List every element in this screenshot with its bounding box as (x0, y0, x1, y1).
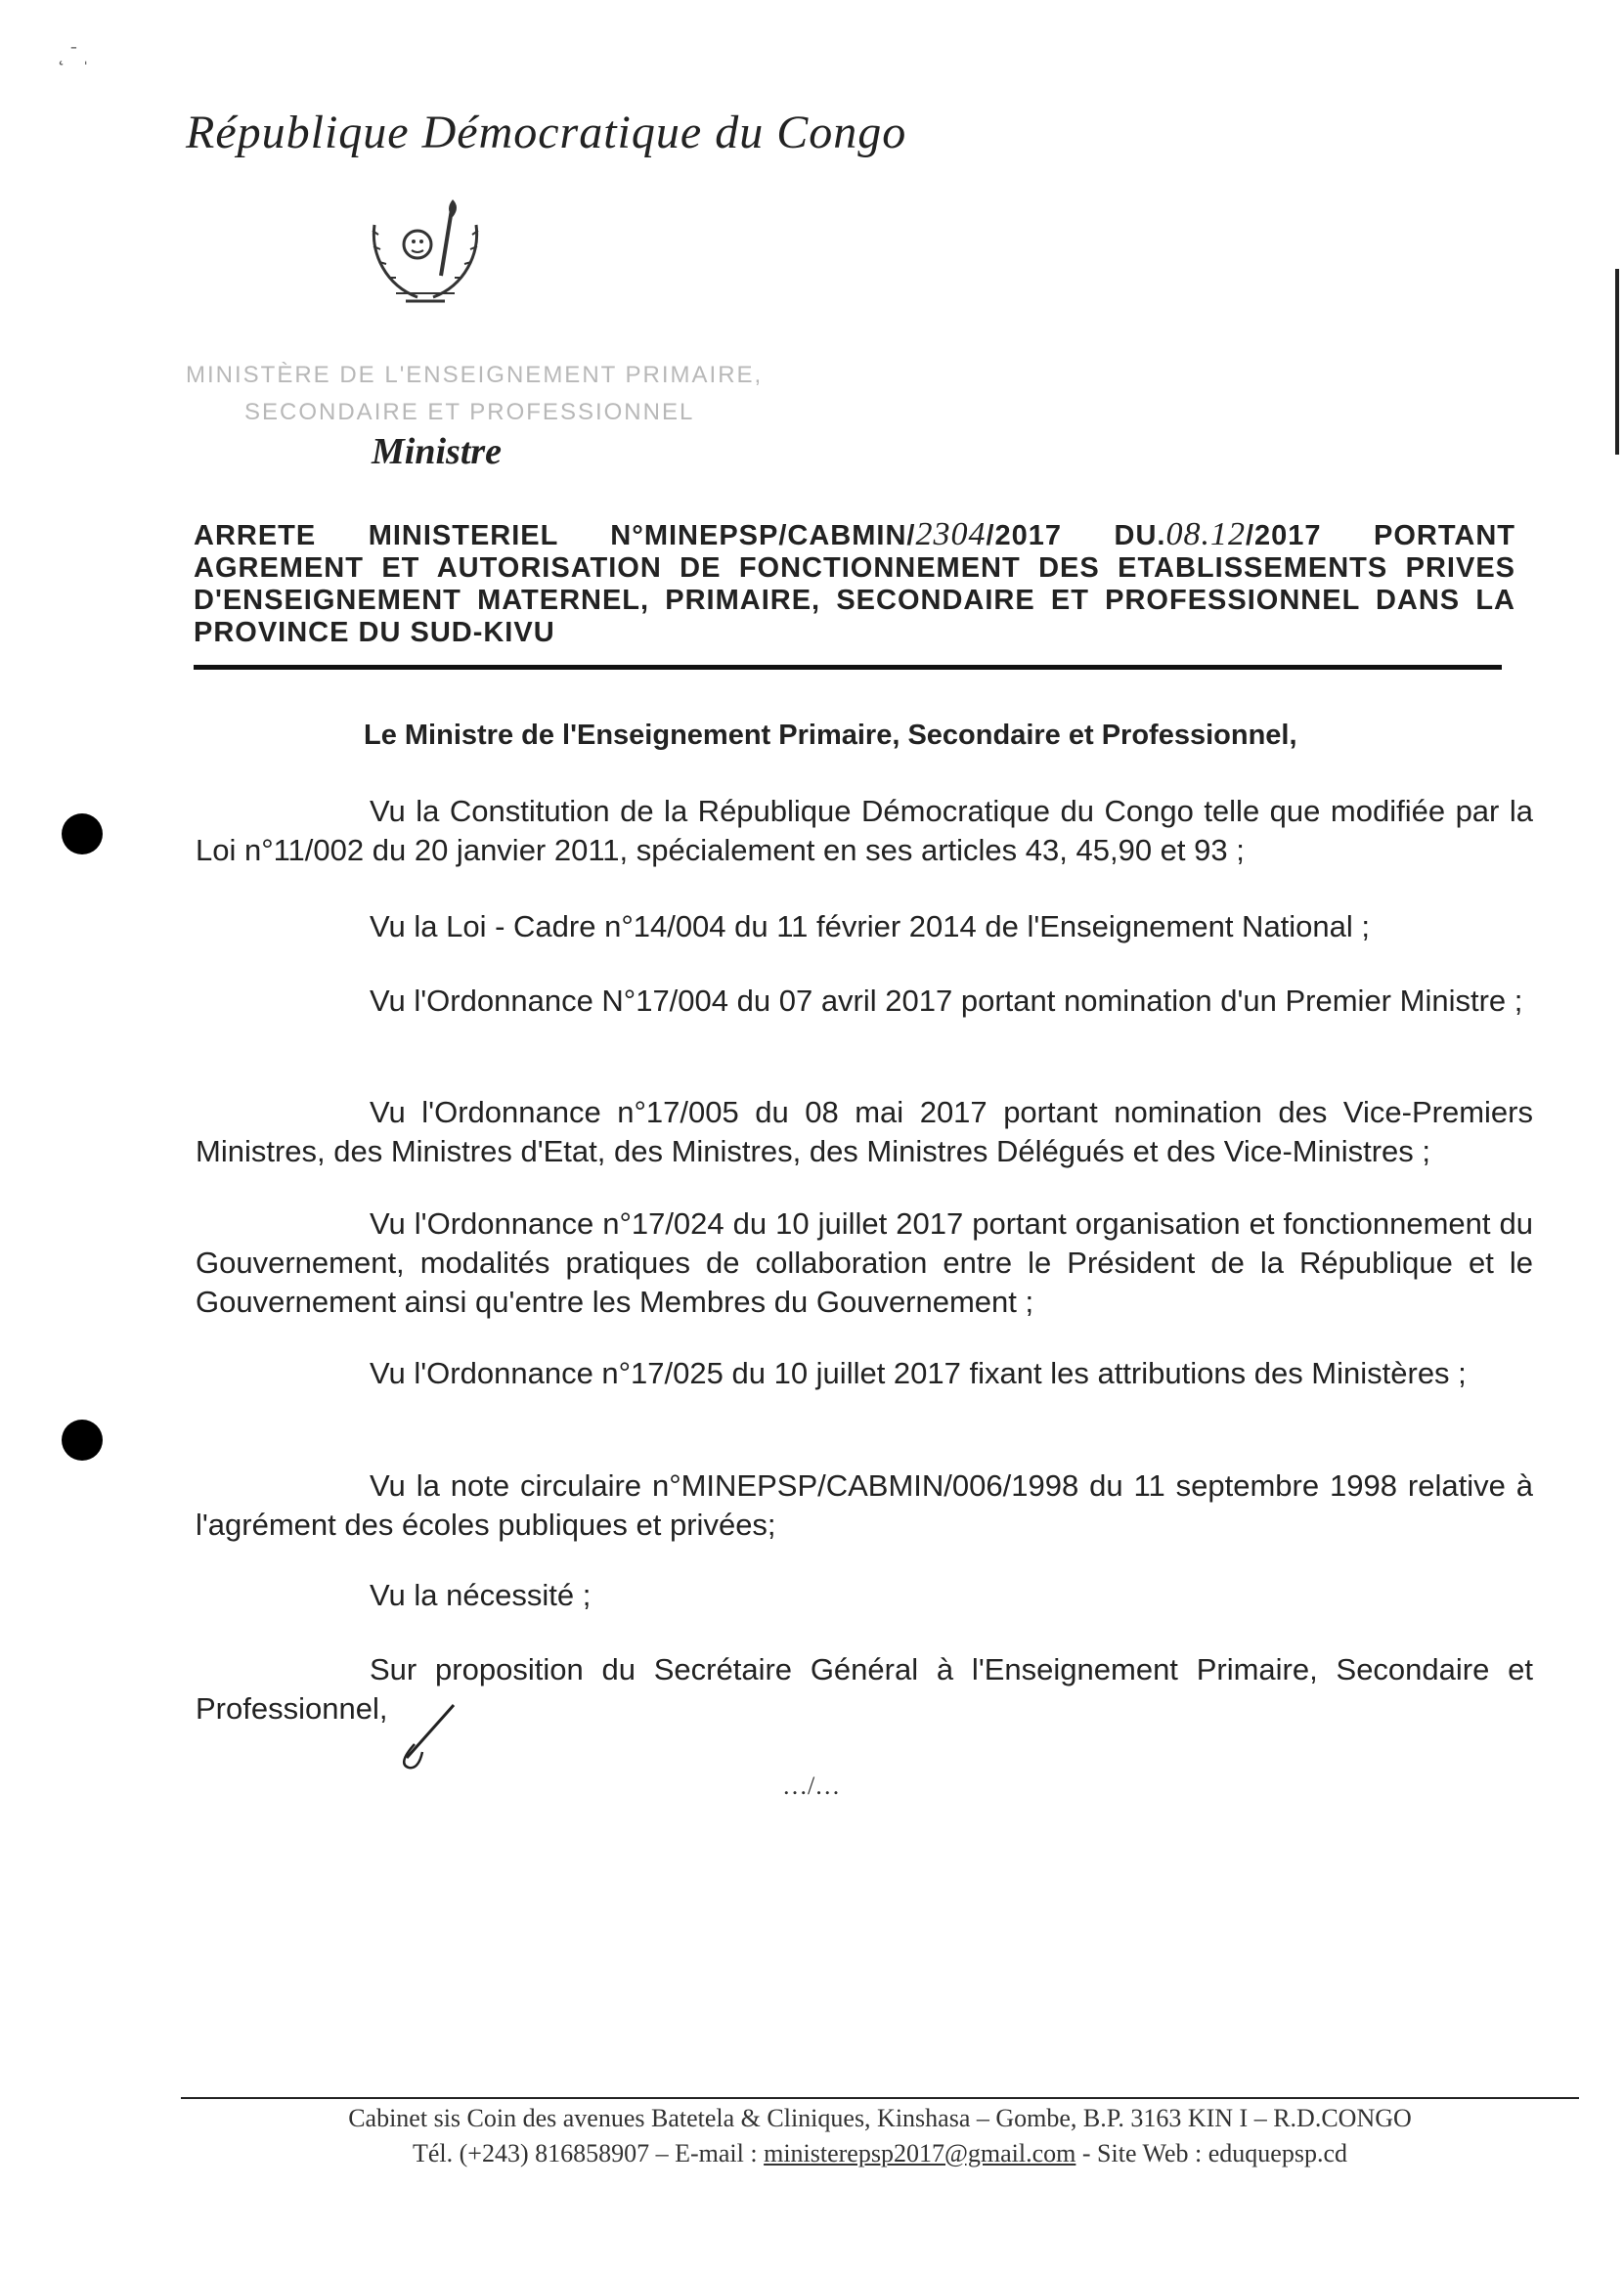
footer-website[interactable]: eduquepsp.cd (1207, 2139, 1347, 2167)
punch-hole-bottom (62, 1420, 103, 1461)
decree-title-part2: /2017 DU. (986, 520, 1166, 551)
ministre-label: Ministre (372, 431, 503, 472)
paragraph-text: Vu l'Ordonnance n°17/024 du 10 juillet 2017 portant organisation et fonctionnement du Gouvernement, modalités pratiques de collaboration entre le Président de la République et le Gouvernement ainsi qu'entre les Membres du Gouvernement ; (196, 1206, 1533, 1319)
ministry-faded-line-2: SECONDAIRE ET PROFESSIONNEL (244, 399, 695, 425)
footer-phone: Tél. (+243) 816858907 – E-mail : (412, 2139, 765, 2167)
decree-number-handwritten: 2304 (915, 516, 987, 552)
minister-line: Le Ministre de l'Enseignement Primaire, Secondaire et Professionnel, (364, 720, 1297, 751)
paragraph-necessite (196, 1576, 1533, 1615)
paragraph-ordonnance-premier-ministre (196, 982, 1533, 1021)
ministry-faded-stamp (186, 357, 763, 431)
paragraph-text: Vu l'Ordonnance N°17/004 du 07 avril 2017 portant nomination d'un Premier Ministre ; (370, 984, 1523, 1018)
punch-hole-top (62, 813, 103, 854)
paragraph-note-circulaire (196, 1466, 1533, 1545)
paragraph-text: Vu l'Ordonnance n°17/005 du 08 mai 2017 portant nomination des Vice-Premiers Ministres, des Ministres d'Etat, des Ministres, des Ministres Délégués et des Vice-Ministres ; (196, 1095, 1533, 1168)
paragraph-text: Vu la Constitution de la République Démocratique du Congo telle que modifiée par la Loi n°11/002 du 20 janvier 2011, spécialement en ses articles 43, 45,90 et 93 ; (196, 794, 1533, 867)
paragraph-text: Vu la note circulaire n°MINEPSP/CABMIN/006/1998 du 11 septembre 1998 relative à l'agrément des écoles publiques et privées; (196, 1468, 1533, 1542)
decree-title (194, 518, 1515, 649)
paragraph-loi-cadre (196, 907, 1533, 946)
footer-contact (181, 2139, 1579, 2168)
paragraph-text: Sur proposition du Secrétaire Général à l'Enseignement Primaire, Secondaire et Professionnel, (196, 1652, 1533, 1726)
paragraph-ordonnance-attributions (196, 1354, 1533, 1393)
decree-title-part1: ARRETE MINISTERIEL N°MINEPSP/CABMIN/ (194, 520, 916, 551)
footer-email-link[interactable]: ministerepsp2017@gmail.com (764, 2139, 1076, 2167)
paragraph-ordonnance-vice-ministres (196, 1093, 1533, 1171)
coat-of-arms-emblem (357, 196, 494, 313)
continuation-mark: …/… (782, 1772, 841, 1800)
paragraph-text: Vu la Loi - Cadre n°14/004 du 11 février 2014 de l'Enseignement National ; (370, 909, 1371, 943)
paragraph-text: Vu l'Ordonnance n°17/025 du 10 juillet 2017 fixant les attributions des Ministères ; (370, 1356, 1467, 1390)
footer-separator: - Site Web : (1075, 2139, 1208, 2167)
scan-edge-mark (1615, 269, 1619, 455)
footer-address: Cabinet sis Coin des avenues Batetela & Cliniques, Kinshasa – Gombe, B.P. 3163 KIN I – R.D.CONGO (348, 2104, 1412, 2132)
decree-title-part3: /2017 PORTANT AGREMENT ET AUTORISATION DE FONCTIONNEMENT DES ETABLISSEMENTS PRIVES D'ENSEIGNEMENT MATERNEL, PRIMAIRE, SECONDAIRE ET PROFESSIONNEL DANS LA PROVINCE DU SUD-KIVU (194, 520, 1515, 648)
republic-heading: République Démocratique du Congo (186, 107, 907, 158)
scan-specks: ˛ ˉ ˌ (59, 44, 90, 66)
initials-mark (393, 1699, 461, 1777)
decree-date-handwritten: 08.12 (1165, 516, 1246, 552)
ministry-faded-line-1: MINISTÈRE DE L'ENSEIGNEMENT PRIMAIRE, (186, 362, 764, 388)
paragraph-text: Vu la nécessité ; (370, 1578, 592, 1612)
paragraph-ordonnance-gouvernement (196, 1204, 1533, 1322)
title-underline (194, 665, 1502, 670)
footer-rule (181, 2097, 1579, 2099)
paragraph-constitution (196, 792, 1533, 870)
